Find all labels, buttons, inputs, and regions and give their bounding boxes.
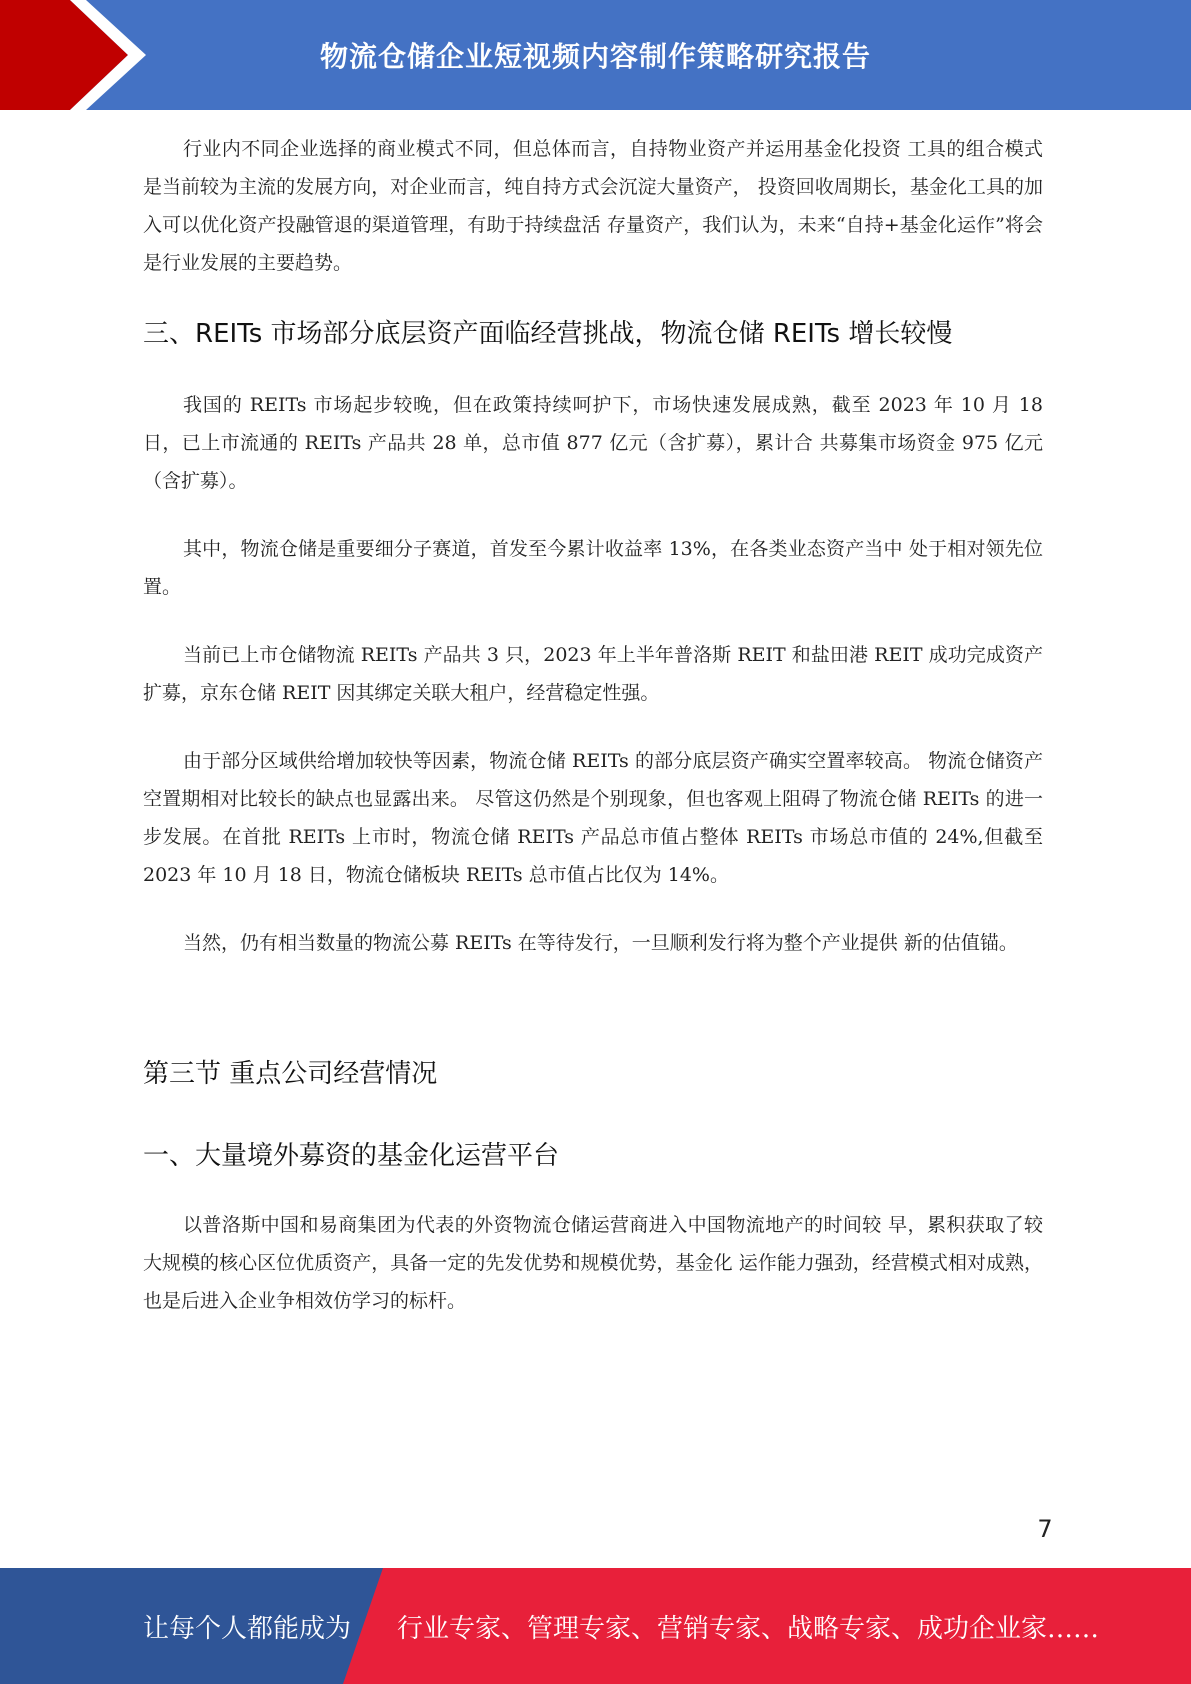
paragraph-listed-reits: 当前已上市仓储物流 REITs 产品共 3 只，2023 年上半年普洛斯 REIT 和盐田港 REIT 成功完成资产扩募，京东仓储 REIT 因其绑定关联大租户，经营稳定性强。: [143, 644, 1043, 704]
page-number: 7: [1037, 1515, 1053, 1543]
heading-fund-platform: 一、大量境外募资的基金化运营平台: [143, 1141, 560, 1171]
paragraph-vacancy: 由于部分区域供给增加较快等因素，物流仓储 REITs 的部分底层资产确实空置率较高。 物流仓储资产空置期相对比较长的缺点也显露出来。 尽管这仍然是个别现象，但也客观上阻碍了物流仓储 REITs 的进一步发展。在首批 REITs 上市时，物流仓储 REITs 产品总市值占整体 REITs 市场总市值的 24%,但截至 2023 年 10 月 18 日，物流仓储板块 REITs 总市值占比仅为 14%。: [143, 750, 1043, 886]
paragraph-pending-issuance: 当然，仍有相当数量的物流公募 REITs 在等待发行，一旦顺利发行将为整个产业提供 新的估值锚。: [183, 932, 1018, 954]
heading-reits-challenges: 三、REITs 市场部分底层资产面临经营挑战，物流仓储 REITs 增长较慢: [143, 319, 953, 349]
report-title: 物流仓储企业短视频内容制作策略研究报告: [319, 40, 871, 73]
header-arrow-decoration: [0, 0, 200, 110]
footer-banner: [0, 1568, 1191, 1684]
paragraph-business-model: 行业内不同企业选择的商业模式不同，但总体而言，自持物业资产并运用基金化投资 工具的组合模式是当前较为主流的发展方向，对企业而言，纯自持方式会沉淀大量资产， 投资回收周期长，基金化工具的加入可以优化资产投融管退的渠道管理，有助于持续盘活 存量资产，我们认为，未来“自持+基金化运作”将会是行业发展的主要趋势。: [143, 138, 1043, 274]
paragraph-foreign-operators: 以普洛斯中国和易商集团为代表的外资物流仓储运营商进入中国物流地产的时间较 早，累积获取了较大规模的核心区位优质资产，具备一定的先发优势和规模优势，基金化 运作能力强劲，经营模式相对成熟，也是后进入企业争相效仿学习的标杆。: [143, 1214, 1043, 1312]
header-bar: [0, 0, 1191, 110]
heading-section-three: 第三节 重点公司经营情况: [143, 1059, 438, 1089]
main-content: [143, 130, 1043, 1320]
footer-slogan-left: 让每个人都能成为: [143, 1613, 352, 1644]
footer-slogan-right: 行业专家、管理专家、营销专家、战略专家、成功企业家……: [397, 1613, 1100, 1644]
paragraph-reits-market: 我国的 REITs 市场起步较晚，但在政策持续呵护下，市场快速发展成熟，截至 2023 年 10 月 18 日，已上市流通的 REITs 产品共 28 单，总市值 877 亿元（含扩募），累计合 共募集市场资金 975 亿元（含扩募）。: [143, 394, 1043, 492]
paragraph-logistics-return: 其中，物流仓储是重要细分子赛道，首发至今累计收益率 13%，在各类业态资产当中 处于相对领先位置。: [143, 538, 1043, 598]
